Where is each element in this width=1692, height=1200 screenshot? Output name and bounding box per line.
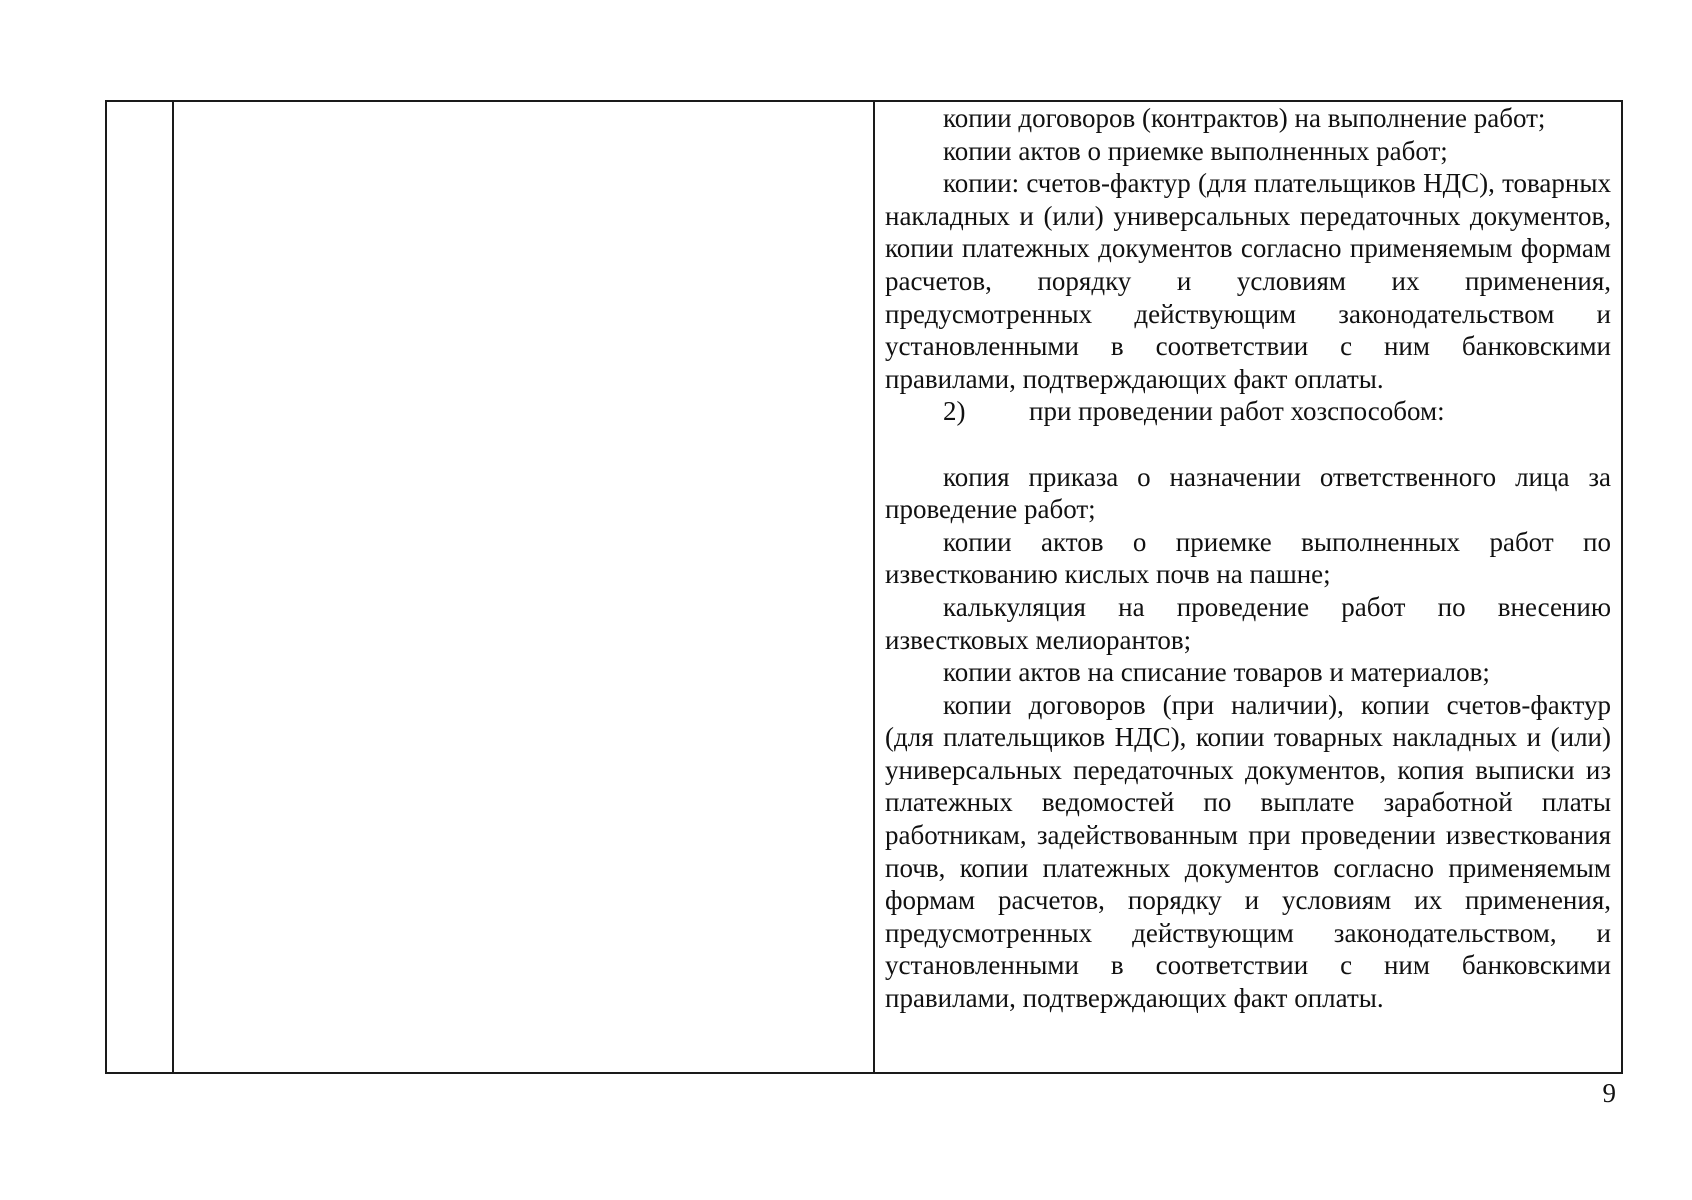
paragraph-write-off-acts: копии актов на списание товаров и материалов; [943, 657, 1490, 688]
blank-line [885, 428, 1611, 461]
list-item-own-works [885, 395, 1611, 428]
document-table [105, 100, 1623, 1074]
number-column-cell [107, 102, 174, 1072]
list-item-number: 2) [943, 396, 966, 427]
paragraph-invoices: копии: счетов-фактур (для плательщиков НДС), товарных накладных и (или) универсальных передаточных документов, копии платежных документов согласно применяемым формам расчетов, порядку и условиям их применения, предусмотренных действующим законодательством и установленными в соответствии с ним банковскими правилами, подтверждающих факт оплаты. [885, 168, 1611, 394]
paragraph-calculation: калькуляция на проведение работ по внесению известковых мелиорантов; [885, 591, 1611, 655]
paragraph-contracts-copies: копии договоров (контрактов) на выполнение работ; [943, 103, 1546, 133]
list-item-text: при проведении работ хозспособом: [1029, 396, 1445, 427]
paragraph-liming-acts: копии актов о приемке выполненных работ по известкованию кислых почв на пашне; [885, 526, 1611, 590]
paragraph-contracts-payments: копии договоров (при наличии), копии счетов-фактур (для плательщиков НДС), копии товарных накладных и (или) универсальных передаточных документов, копия выписки из платежных ведомостей по выплате заработной платы работникам, задействованным при проведении известкования почв, копии платежных документов согласно применяемым формам расчетов, порядку и условиям их применения, предусмотренных действующим законодательством, и установленными в соответствии с ним банковскими правилами, подтверждающих факт оплаты. [885, 689, 1611, 1014]
paragraph-acceptance-acts: копии актов о приемке выполненных работ; [943, 135, 1448, 166]
name-column-cell [174, 102, 875, 1072]
page-number: 9 [1602, 1078, 1616, 1108]
paragraph-order-copy: копия приказа о назначении ответственного лица за проведение работ; [885, 461, 1611, 525]
documents-column-cell [875, 102, 1621, 1072]
